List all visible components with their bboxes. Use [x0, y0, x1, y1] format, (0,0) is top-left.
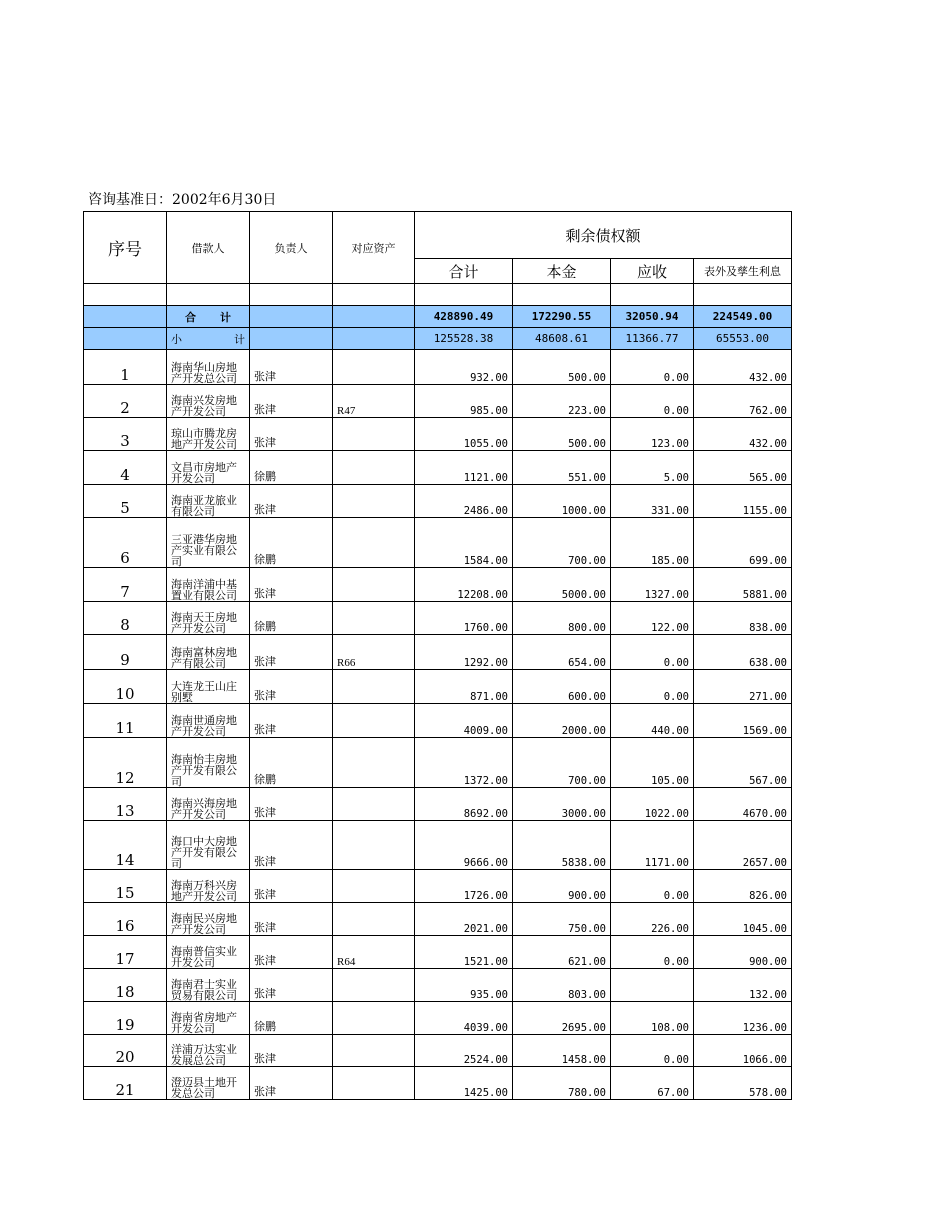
- row-total: 985.00: [415, 385, 513, 418]
- row-borrower: 文昌市房地产开发公司: [167, 451, 250, 485]
- table-row: [84, 568, 792, 602]
- row-receivable: 123.00: [611, 418, 694, 451]
- row-responsible: 张津: [250, 350, 333, 385]
- row-principal: 2695.00: [513, 1002, 611, 1035]
- row-total: 1372.00: [415, 738, 513, 788]
- row-total: 935.00: [415, 969, 513, 1002]
- row-seq: 5: [84, 485, 167, 518]
- row-total: 8692.00: [415, 788, 513, 821]
- row-borrower: 海南洋浦中基置业有限公司: [167, 568, 250, 602]
- row-interest: 132.00: [694, 969, 792, 1002]
- row-principal: 223.00: [513, 385, 611, 418]
- row-responsible: 张津: [250, 788, 333, 821]
- total-row: [84, 306, 792, 328]
- header-total: 合计: [415, 259, 513, 284]
- row-seq: 6: [84, 518, 167, 568]
- row-interest: 2657.00: [694, 821, 792, 870]
- row-borrower: 三亚港华房地产实业有限公司: [167, 518, 250, 568]
- row-responsible: 张津: [250, 903, 333, 936]
- row-seq: 11: [84, 704, 167, 738]
- table-row: [84, 350, 792, 385]
- row-responsible: 张津: [250, 821, 333, 870]
- row-interest: 1236.00: [694, 1002, 792, 1035]
- row-interest: 638.00: [694, 635, 792, 670]
- table-row: [84, 518, 792, 568]
- row-principal: 780.00: [513, 1067, 611, 1100]
- base-date-label: 咨询基准日：2002年6月30日: [88, 192, 277, 208]
- row-responsible: 张津: [250, 704, 333, 738]
- row-asset: [333, 568, 415, 602]
- row-interest: 1066.00: [694, 1035, 792, 1067]
- row-seq: 14: [84, 821, 167, 870]
- row-interest: 1155.00: [694, 485, 792, 518]
- row-receivable: 0.00: [611, 870, 694, 903]
- row-seq: 19: [84, 1002, 167, 1035]
- row-principal: 600.00: [513, 670, 611, 704]
- table-row: [84, 969, 792, 1002]
- row-borrower: 海南怡丰房地产开发有限公司: [167, 738, 250, 788]
- table-row: [84, 1002, 792, 1035]
- row-asset: [333, 903, 415, 936]
- table-row: [84, 704, 792, 738]
- row-seq: 3: [84, 418, 167, 451]
- total-sum: 428890.49: [415, 306, 513, 328]
- row-asset: [333, 870, 415, 903]
- row-asset: [333, 602, 415, 635]
- row-seq: 7: [84, 568, 167, 602]
- row-responsible: 徐鹏: [250, 518, 333, 568]
- row-total: 1521.00: [415, 936, 513, 969]
- row-total: 4039.00: [415, 1002, 513, 1035]
- row-principal: 800.00: [513, 602, 611, 635]
- table-row: [84, 870, 792, 903]
- row-receivable: 331.00: [611, 485, 694, 518]
- row-interest: 1569.00: [694, 704, 792, 738]
- row-total: 2021.00: [415, 903, 513, 936]
- row-interest: 578.00: [694, 1067, 792, 1100]
- row-responsible: 张津: [250, 936, 333, 969]
- table-row: [84, 1067, 792, 1100]
- row-total: 4009.00: [415, 704, 513, 738]
- row-borrower: 海南世通房地产开发公司: [167, 704, 250, 738]
- row-seq: 15: [84, 870, 167, 903]
- row-seq: 9: [84, 635, 167, 670]
- row-principal: 1458.00: [513, 1035, 611, 1067]
- row-asset: [333, 485, 415, 518]
- row-principal: 3000.00: [513, 788, 611, 821]
- row-principal: 750.00: [513, 903, 611, 936]
- header-seq: 序号: [84, 212, 167, 284]
- row-receivable: 67.00: [611, 1067, 694, 1100]
- row-asset: [333, 518, 415, 568]
- row-seq: 20: [84, 1035, 167, 1067]
- table-row: [84, 485, 792, 518]
- row-responsible: 张津: [250, 485, 333, 518]
- row-asset: [333, 1002, 415, 1035]
- row-principal: 621.00: [513, 936, 611, 969]
- row-borrower: 海口中大房地产开发有限公司: [167, 821, 250, 870]
- row-borrower: 海南君士实业贸易有限公司: [167, 969, 250, 1002]
- row-asset: [333, 788, 415, 821]
- row-principal: 5000.00: [513, 568, 611, 602]
- row-responsible: 张津: [250, 418, 333, 451]
- row-receivable: 5.00: [611, 451, 694, 485]
- subtotal-row: [84, 328, 792, 350]
- row-interest: 762.00: [694, 385, 792, 418]
- row-seq: 4: [84, 451, 167, 485]
- row-receivable: 108.00: [611, 1002, 694, 1035]
- row-borrower: 海南民兴房地产开发公司: [167, 903, 250, 936]
- header-borrower: 借款人: [167, 212, 250, 284]
- row-receivable: 1171.00: [611, 821, 694, 870]
- table-row: [84, 903, 792, 936]
- row-asset: [333, 1035, 415, 1067]
- row-interest: 432.00: [694, 418, 792, 451]
- row-responsible: 张津: [250, 635, 333, 670]
- row-seq: 21: [84, 1067, 167, 1100]
- row-responsible: 张津: [250, 385, 333, 418]
- row-receivable: 0.00: [611, 670, 694, 704]
- table-row: [84, 821, 792, 870]
- total-interest: 224549.00: [694, 306, 792, 328]
- row-receivable: 440.00: [611, 704, 694, 738]
- row-seq: 18: [84, 969, 167, 1002]
- header-asset: 对应资产: [333, 212, 415, 284]
- row-interest: 1045.00: [694, 903, 792, 936]
- total-principal: 172290.55: [513, 306, 611, 328]
- row-interest: 271.00: [694, 670, 792, 704]
- row-interest: 4670.00: [694, 788, 792, 821]
- header-principal: 本金: [513, 259, 611, 284]
- row-interest: 900.00: [694, 936, 792, 969]
- row-principal: 5838.00: [513, 821, 611, 870]
- row-receivable: 122.00: [611, 602, 694, 635]
- table-row: [84, 788, 792, 821]
- row-asset: R66: [333, 635, 415, 670]
- row-principal: 700.00: [513, 738, 611, 788]
- row-seq: 1: [84, 350, 167, 385]
- row-asset: [333, 821, 415, 870]
- row-seq: 13: [84, 788, 167, 821]
- total-label-left: 合: [185, 310, 196, 324]
- row-total: 871.00: [415, 670, 513, 704]
- row-receivable: 0.00: [611, 1035, 694, 1067]
- row-responsible: 徐鹏: [250, 1002, 333, 1035]
- header-interest: 表外及孳生利息: [694, 259, 792, 284]
- row-receivable: 185.00: [611, 518, 694, 568]
- row-total: 932.00: [415, 350, 513, 385]
- subtotal-receivable: 11366.77: [611, 328, 694, 350]
- row-total: 12208.00: [415, 568, 513, 602]
- row-total: 9666.00: [415, 821, 513, 870]
- row-receivable: 105.00: [611, 738, 694, 788]
- row-responsible: 张津: [250, 670, 333, 704]
- row-principal: 500.00: [513, 350, 611, 385]
- table-row: [84, 670, 792, 704]
- row-interest: 565.00: [694, 451, 792, 485]
- row-receivable: 0.00: [611, 385, 694, 418]
- row-interest: 838.00: [694, 602, 792, 635]
- table-row: [84, 635, 792, 670]
- row-borrower: 洋浦万达实业发展总公司: [167, 1035, 250, 1067]
- row-receivable: 0.00: [611, 635, 694, 670]
- row-total: 1584.00: [415, 518, 513, 568]
- row-asset: R64: [333, 936, 415, 969]
- row-receivable: 226.00: [611, 903, 694, 936]
- row-asset: [333, 969, 415, 1002]
- row-responsible: 徐鹏: [250, 451, 333, 485]
- header-receivable: 应收: [611, 259, 694, 284]
- row-receivable: 1022.00: [611, 788, 694, 821]
- row-borrower: 海南华山房地产开发总公司: [167, 350, 250, 385]
- row-principal: 551.00: [513, 451, 611, 485]
- row-principal: 1000.00: [513, 485, 611, 518]
- header-responsible: 负责人: [250, 212, 333, 284]
- debt-table: [83, 211, 792, 1100]
- table-row: [84, 936, 792, 969]
- table-row: [84, 451, 792, 485]
- row-seq: 2: [84, 385, 167, 418]
- row-seq: 8: [84, 602, 167, 635]
- row-interest: 699.00: [694, 518, 792, 568]
- row-responsible: 张津: [250, 870, 333, 903]
- row-total: 1760.00: [415, 602, 513, 635]
- subtotal-interest: 65553.00: [694, 328, 792, 350]
- row-borrower: 海南万科兴房地产开发公司: [167, 870, 250, 903]
- row-interest: 826.00: [694, 870, 792, 903]
- total-receivable: 32050.94: [611, 306, 694, 328]
- row-principal: 2000.00: [513, 704, 611, 738]
- table-row: [84, 1035, 792, 1067]
- row-borrower: 琼山市腾龙房地产开发公司: [167, 418, 250, 451]
- row-borrower: 海南亚龙旅业有限公司: [167, 485, 250, 518]
- subtotal-principal: 48608.61: [513, 328, 611, 350]
- row-borrower: 海南兴发房地产开发公司: [167, 385, 250, 418]
- table-row: [84, 602, 792, 635]
- row-receivable: [611, 969, 694, 1002]
- row-borrower: 海南富林房地产有限公司: [167, 635, 250, 670]
- row-principal: 700.00: [513, 518, 611, 568]
- row-seq: 10: [84, 670, 167, 704]
- row-receivable: 0.00: [611, 936, 694, 969]
- header-remaining: 剩余债权额: [415, 212, 792, 259]
- subtotal-label-left: 小: [171, 332, 182, 346]
- row-total: 2524.00: [415, 1035, 513, 1067]
- row-responsible: 张津: [250, 969, 333, 1002]
- row-responsible: 徐鹏: [250, 602, 333, 635]
- total-label-right: 计: [220, 310, 231, 324]
- row-asset: R47: [333, 385, 415, 418]
- row-seq: 17: [84, 936, 167, 969]
- row-total: 1726.00: [415, 870, 513, 903]
- row-asset: [333, 1067, 415, 1100]
- row-asset: [333, 738, 415, 788]
- table-row: [84, 385, 792, 418]
- row-borrower: 海南天王房地产开发公司: [167, 602, 250, 635]
- row-borrower: 大连龙王山庄别墅: [167, 670, 250, 704]
- row-total: 1055.00: [415, 418, 513, 451]
- row-asset: [333, 350, 415, 385]
- row-interest: 567.00: [694, 738, 792, 788]
- row-interest: 5881.00: [694, 568, 792, 602]
- blank-row: [84, 284, 792, 306]
- row-total: 1121.00: [415, 451, 513, 485]
- row-borrower: 海南省房地产开发公司: [167, 1002, 250, 1035]
- subtotal-label-right: 计: [234, 332, 245, 346]
- row-asset: [333, 451, 415, 485]
- subtotal-sum: 125528.38: [415, 328, 513, 350]
- row-principal: 803.00: [513, 969, 611, 1002]
- row-borrower: 海南兴海房地产开发公司: [167, 788, 250, 821]
- row-asset: [333, 418, 415, 451]
- table-row: [84, 418, 792, 451]
- row-total: 2486.00: [415, 485, 513, 518]
- row-borrower: 澄迈县土地开发总公司: [167, 1067, 250, 1100]
- row-seq: 16: [84, 903, 167, 936]
- row-interest: 432.00: [694, 350, 792, 385]
- row-responsible: 徐鹏: [250, 738, 333, 788]
- row-receivable: 0.00: [611, 350, 694, 385]
- row-principal: 500.00: [513, 418, 611, 451]
- row-principal: 900.00: [513, 870, 611, 903]
- row-responsible: 张津: [250, 568, 333, 602]
- row-seq: 12: [84, 738, 167, 788]
- row-responsible: 张津: [250, 1035, 333, 1067]
- row-total: 1292.00: [415, 635, 513, 670]
- row-responsible: 张津: [250, 1067, 333, 1100]
- row-asset: [333, 704, 415, 738]
- row-receivable: 1327.00: [611, 568, 694, 602]
- row-principal: 654.00: [513, 635, 611, 670]
- row-borrower: 海南普信实业开发公司: [167, 936, 250, 969]
- row-total: 1425.00: [415, 1067, 513, 1100]
- table-row: [84, 738, 792, 788]
- row-asset: [333, 670, 415, 704]
